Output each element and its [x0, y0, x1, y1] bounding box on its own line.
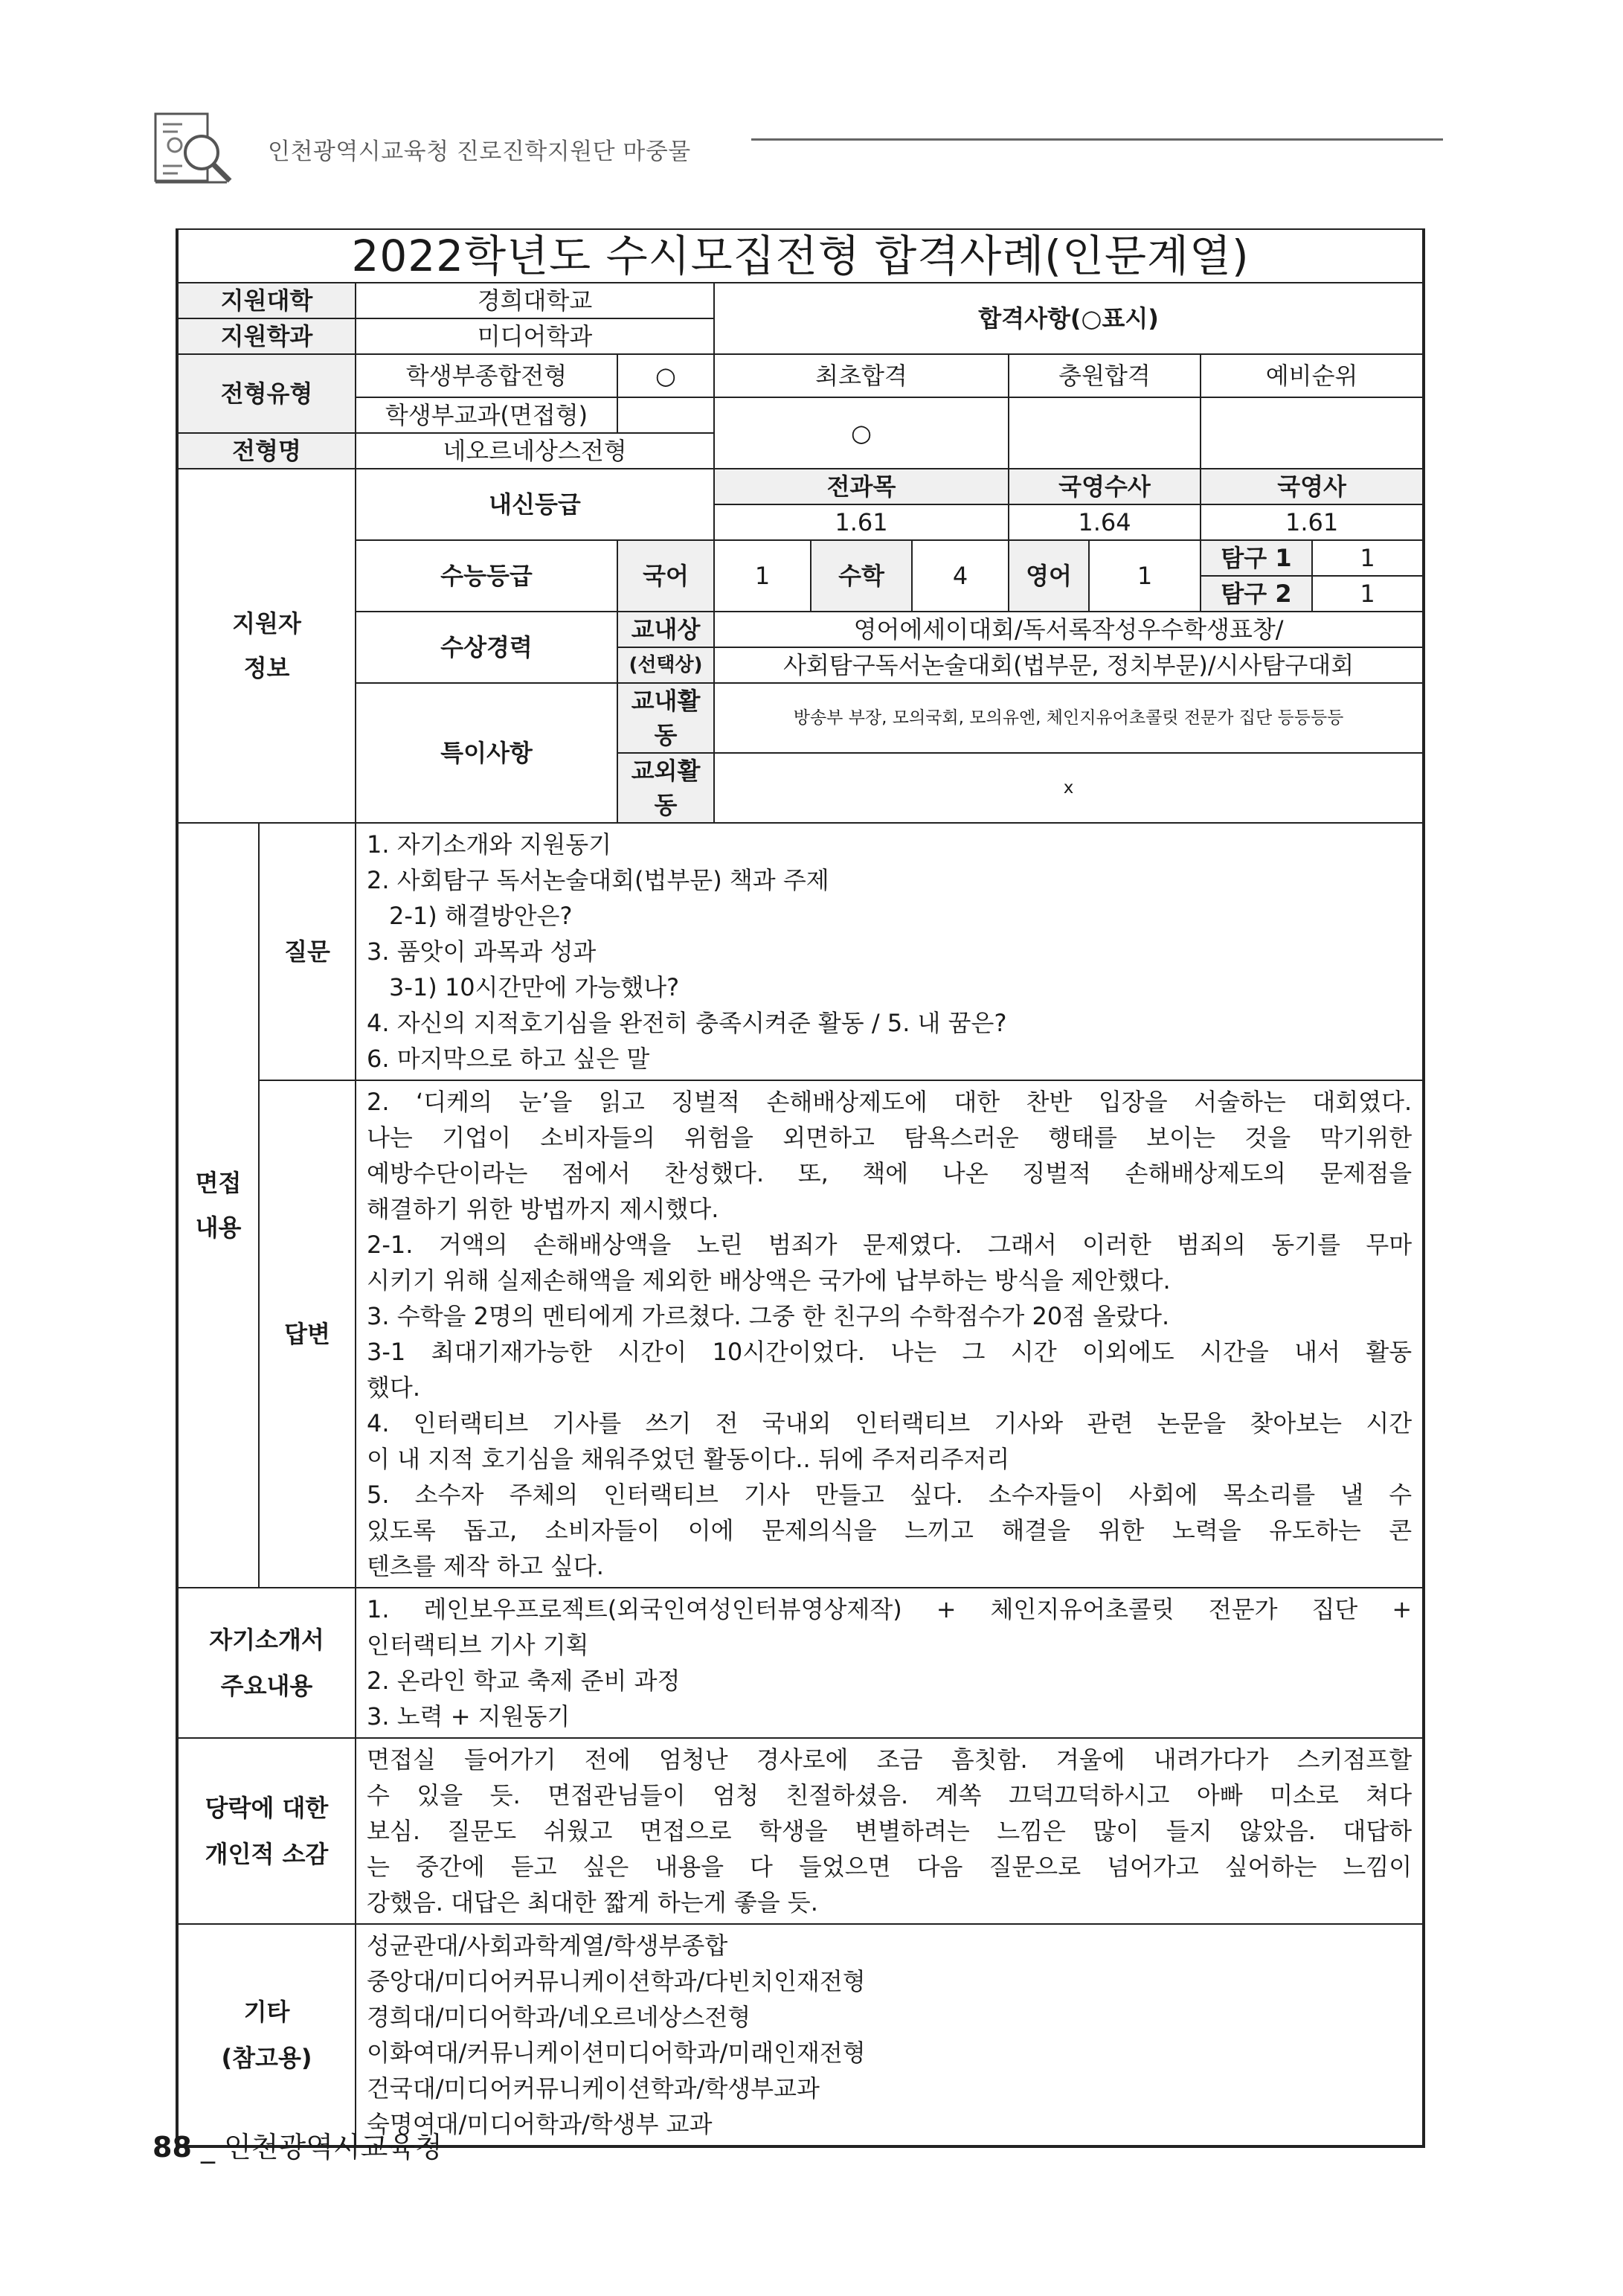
question-list	[356, 823, 1424, 1080]
footer-org: 인천광역시교육청	[224, 2131, 443, 2164]
outschool-label: 교외활동	[617, 753, 714, 823]
type-option-2: 학생부교과(면접형)	[356, 397, 617, 433]
name-label: 전형명	[177, 433, 356, 469]
result-val-1: ○	[714, 397, 1009, 469]
document-search-icon	[152, 108, 234, 190]
question-item: 1. 자기소개와 지원동기	[367, 830, 612, 859]
impression-label	[177, 1738, 356, 1924]
english-label: 영어	[1009, 540, 1089, 612]
selfintro-label-line2: 주요내용	[220, 1672, 313, 1700]
impression-label-line1: 당락에 대한	[205, 1794, 329, 1822]
applicant-label-line2: 정보	[243, 654, 290, 682]
inschool-label: 교내활동	[617, 683, 714, 753]
answer-line: 2-1. 거액의 손해배상액을 노린 범죄가 문제였다. 그래서 이러한 범죄의 동기를 무마	[367, 1231, 1413, 1259]
award-line-2: 사회탐구독서논술대회(법부문, 정치부문)/시사탐구대회	[714, 647, 1424, 683]
etc-label-line1: 기타	[243, 1998, 290, 2026]
inschool-value: 방송부 부장, 모의국회, 모의유엔, 체인지유어초콜릿 전문가 집단 등등등등	[714, 683, 1424, 753]
impression-line: 보심. 질문도 쉬웠고 면접으로 학생을 변별하려는 느낌은 많이 들지 않았음. 대답하	[367, 1817, 1413, 1845]
etc-label	[177, 1924, 356, 2146]
result-val-3	[1201, 397, 1424, 469]
answer-line: 해결하기 위한 방법까지 제시했다.	[367, 1195, 719, 1223]
impression-label-line2: 개인적 소감	[205, 1840, 329, 1868]
selfintro-line: 3. 노력 + 지원동기	[367, 1702, 571, 1731]
math-value: 4	[912, 540, 1009, 612]
etc-content	[356, 1924, 1424, 2146]
question-item: 4. 자신의 지적호기심을 완전히 충족시켜준 활동 / 5. 내 꿈은?	[367, 1009, 1007, 1037]
award-sub-2: (선택상)	[617, 647, 714, 683]
impression-line: 수 있을 듯. 면접관님들이 엄청 친절하셨음. 계쏙 끄덕끄덕하시고 아빠 미소로 쳐다	[367, 1781, 1413, 1809]
selfintro-line: 인터랙티브 기사 기획	[367, 1631, 589, 1659]
selfintro-line: 1. 레인보우프로젝트(외국인여성인터뷰영상제작) + 체인지유어초콜릿 전문가 집단 +	[367, 1595, 1413, 1623]
univ-value: 경희대학교	[356, 283, 714, 318]
header-org-text: 인천광역시교육청 진로진학지원단 마중물	[268, 138, 691, 165]
impression-line: 면접실 들어가기 전에 엄청난 경사로에 조금 흠칫함. 겨울에 내려가다가 스키점프할	[367, 1745, 1413, 1774]
naesin-col-2: 국영수사	[1009, 469, 1201, 504]
dept-label: 지원학과	[177, 318, 356, 354]
result-col-1: 최초합격	[714, 354, 1009, 397]
naesin-val-3: 1.61	[1201, 504, 1424, 540]
answer-line: 5. 소수자 주체의 인터랙티브 기사 만들고 싶다. 소수자들이 사회에 목소리를 낼 수	[367, 1481, 1413, 1509]
applicant-label-line1: 지원자	[232, 609, 301, 638]
type-label: 전형유형	[177, 354, 356, 433]
type-option-1: 학생부종합전형	[356, 354, 617, 397]
selfintro-content	[356, 1588, 1424, 1738]
answer-line: 2. ‘디케의 눈’을 읽고 징벌적 손해배상제도에 대한 찬반 입장을 서술하는 대회였다.	[367, 1088, 1413, 1116]
naesin-label: 내신등급	[356, 469, 714, 540]
interview-label-line2: 내용	[195, 1213, 242, 1242]
answer-line: 했다.	[367, 1373, 420, 1402]
page-title: 2022학년도 수시모집전형 합격사례(인문계열)	[177, 229, 1424, 283]
interview-label	[177, 823, 259, 1588]
admission-case-table	[176, 228, 1425, 2148]
univ-label: 지원대학	[177, 283, 356, 318]
naesin-val-1: 1.61	[714, 504, 1009, 540]
impression-line: 강했음. 대답은 최대한 짧게 하는게 좋을 듯.	[367, 1888, 818, 1917]
result-header: 합격사항(○표시)	[714, 283, 1424, 354]
etc-line: 숙명여대/미디어학과/학생부 교과	[367, 2110, 713, 2138]
answer-line: 3-1 최대기재가능한 시간이 10시간이었다. 나는 그 시간 이외에도 시간을 내서 활동	[367, 1338, 1413, 1366]
answer-list	[356, 1080, 1424, 1588]
question-item: 3. 품앗이 과목과 성과	[367, 937, 597, 966]
etc-line: 건국대/미디어커뮤니케이션학과/학생부교과	[367, 2074, 820, 2103]
tamgu1-value: 1	[1312, 540, 1424, 576]
question-label: 질문	[259, 823, 356, 1080]
selfintro-label	[177, 1588, 356, 1738]
etc-line: 중앙대/미디어커뮤니케이션학과/다빈치인재전형	[367, 1967, 866, 1995]
answer-label: 답변	[259, 1080, 356, 1588]
header-divider	[751, 138, 1443, 141]
naesin-col-3: 국영사	[1201, 469, 1424, 504]
suneung-label: 수능등급	[356, 540, 617, 612]
impression-content	[356, 1738, 1424, 1924]
outschool-value: x	[714, 753, 1424, 823]
footer-separator: _	[200, 2131, 215, 2164]
question-item: 2. 사회탐구 독서논술대회(법부문) 책과 주제	[367, 866, 829, 894]
result-val-2	[1009, 397, 1201, 469]
math-label: 수학	[811, 540, 912, 612]
tamgu2-label: 탐구 2	[1201, 576, 1312, 612]
answer-line: 이 내 지적 호기심을 채워주었던 활동이다.. 뒤에 주저리주저리	[367, 1445, 1010, 1473]
naesin-col-1: 전과목	[714, 469, 1009, 504]
question-item: 2-1) 해결방안은?	[389, 902, 573, 930]
naesin-val-2: 1.64	[1009, 504, 1201, 540]
answer-line: 있도록 돕고, 소비자들이 이에 문제의식을 느끼고 해결을 위한 노력을 유도하는 콘	[367, 1516, 1413, 1545]
answer-line: 3. 수학을 2명의 멘티에게 가르쳤다. 그중 한 친구의 수학점수가 20점 올랐다.	[367, 1302, 1170, 1330]
type-option-2-mark	[617, 397, 714, 433]
award-label: 수상경력	[356, 612, 617, 683]
name-value: 네오르네상스전형	[356, 433, 714, 469]
answer-line: 시키기 위해 실제손해액을 제외한 배상액은 국가에 납부하는 방식을 제안했다.	[367, 1266, 1171, 1295]
english-value: 1	[1089, 540, 1201, 612]
page-footer	[152, 2124, 443, 2165]
type-option-1-mark: ○	[617, 354, 714, 397]
etc-line: 이화여대/커뮤니케이션미디어학과/미래인재전형	[367, 2039, 866, 2067]
etc-line: 성균관대/사회과학계열/학생부종합	[367, 1931, 728, 1960]
result-col-3: 예비순위	[1201, 354, 1424, 397]
interview-label-line1: 면접	[195, 1169, 242, 1197]
impression-line: 는 중간에 듣고 싶은 내용을 다 들었으면 다음 질문으로 넘어가고 싶어하는 느낌이	[367, 1853, 1413, 1881]
etc-line: 경희대/미디어학과/네오르네상스전형	[367, 2003, 751, 2031]
answer-line: 예방수단이라는 점에서 찬성했다. 또, 책에 나온 징벌적 손해배상제도의 문제점을	[367, 1159, 1413, 1187]
result-col-2: 충원합격	[1009, 354, 1201, 397]
answer-line: 텐츠를 제작 하고 싶다.	[367, 1552, 604, 1580]
question-item: 3-1) 10시간만에 가능했나?	[389, 973, 680, 1001]
answer-line: 4. 인터랙티브 기사를 쓰기 전 국내외 인터랙티브 기사와 관련 논문을 찾아보는 시간	[367, 1409, 1413, 1437]
question-item: 6. 마지막으로 하고 싶은 말	[367, 1045, 650, 1073]
korean-label: 국어	[617, 540, 714, 612]
tamgu2-value: 1	[1312, 576, 1424, 612]
korean-value: 1	[714, 540, 811, 612]
answer-line: 나는 기업이 소비자들의 위험을 외면하고 탐욕스러운 행태를 보이는 것을 막기위한	[367, 1123, 1413, 1152]
award-sub-1: 교내상	[617, 612, 714, 647]
page-number: 88	[152, 2131, 192, 2164]
selfintro-label-line1: 자기소개서	[209, 1626, 324, 1654]
etc-label-line2: (참고용)	[221, 2044, 312, 2072]
selfintro-line: 2. 온라인 학교 축제 준비 과정	[367, 1667, 681, 1695]
dept-value: 미디어학과	[356, 318, 714, 354]
award-line-1: 영어에세이대회/독서록작성우수학생표창/	[714, 612, 1424, 647]
applicant-label	[177, 469, 356, 823]
special-label: 특이사항	[356, 683, 617, 823]
tamgu1-label: 탐구 1	[1201, 540, 1312, 576]
